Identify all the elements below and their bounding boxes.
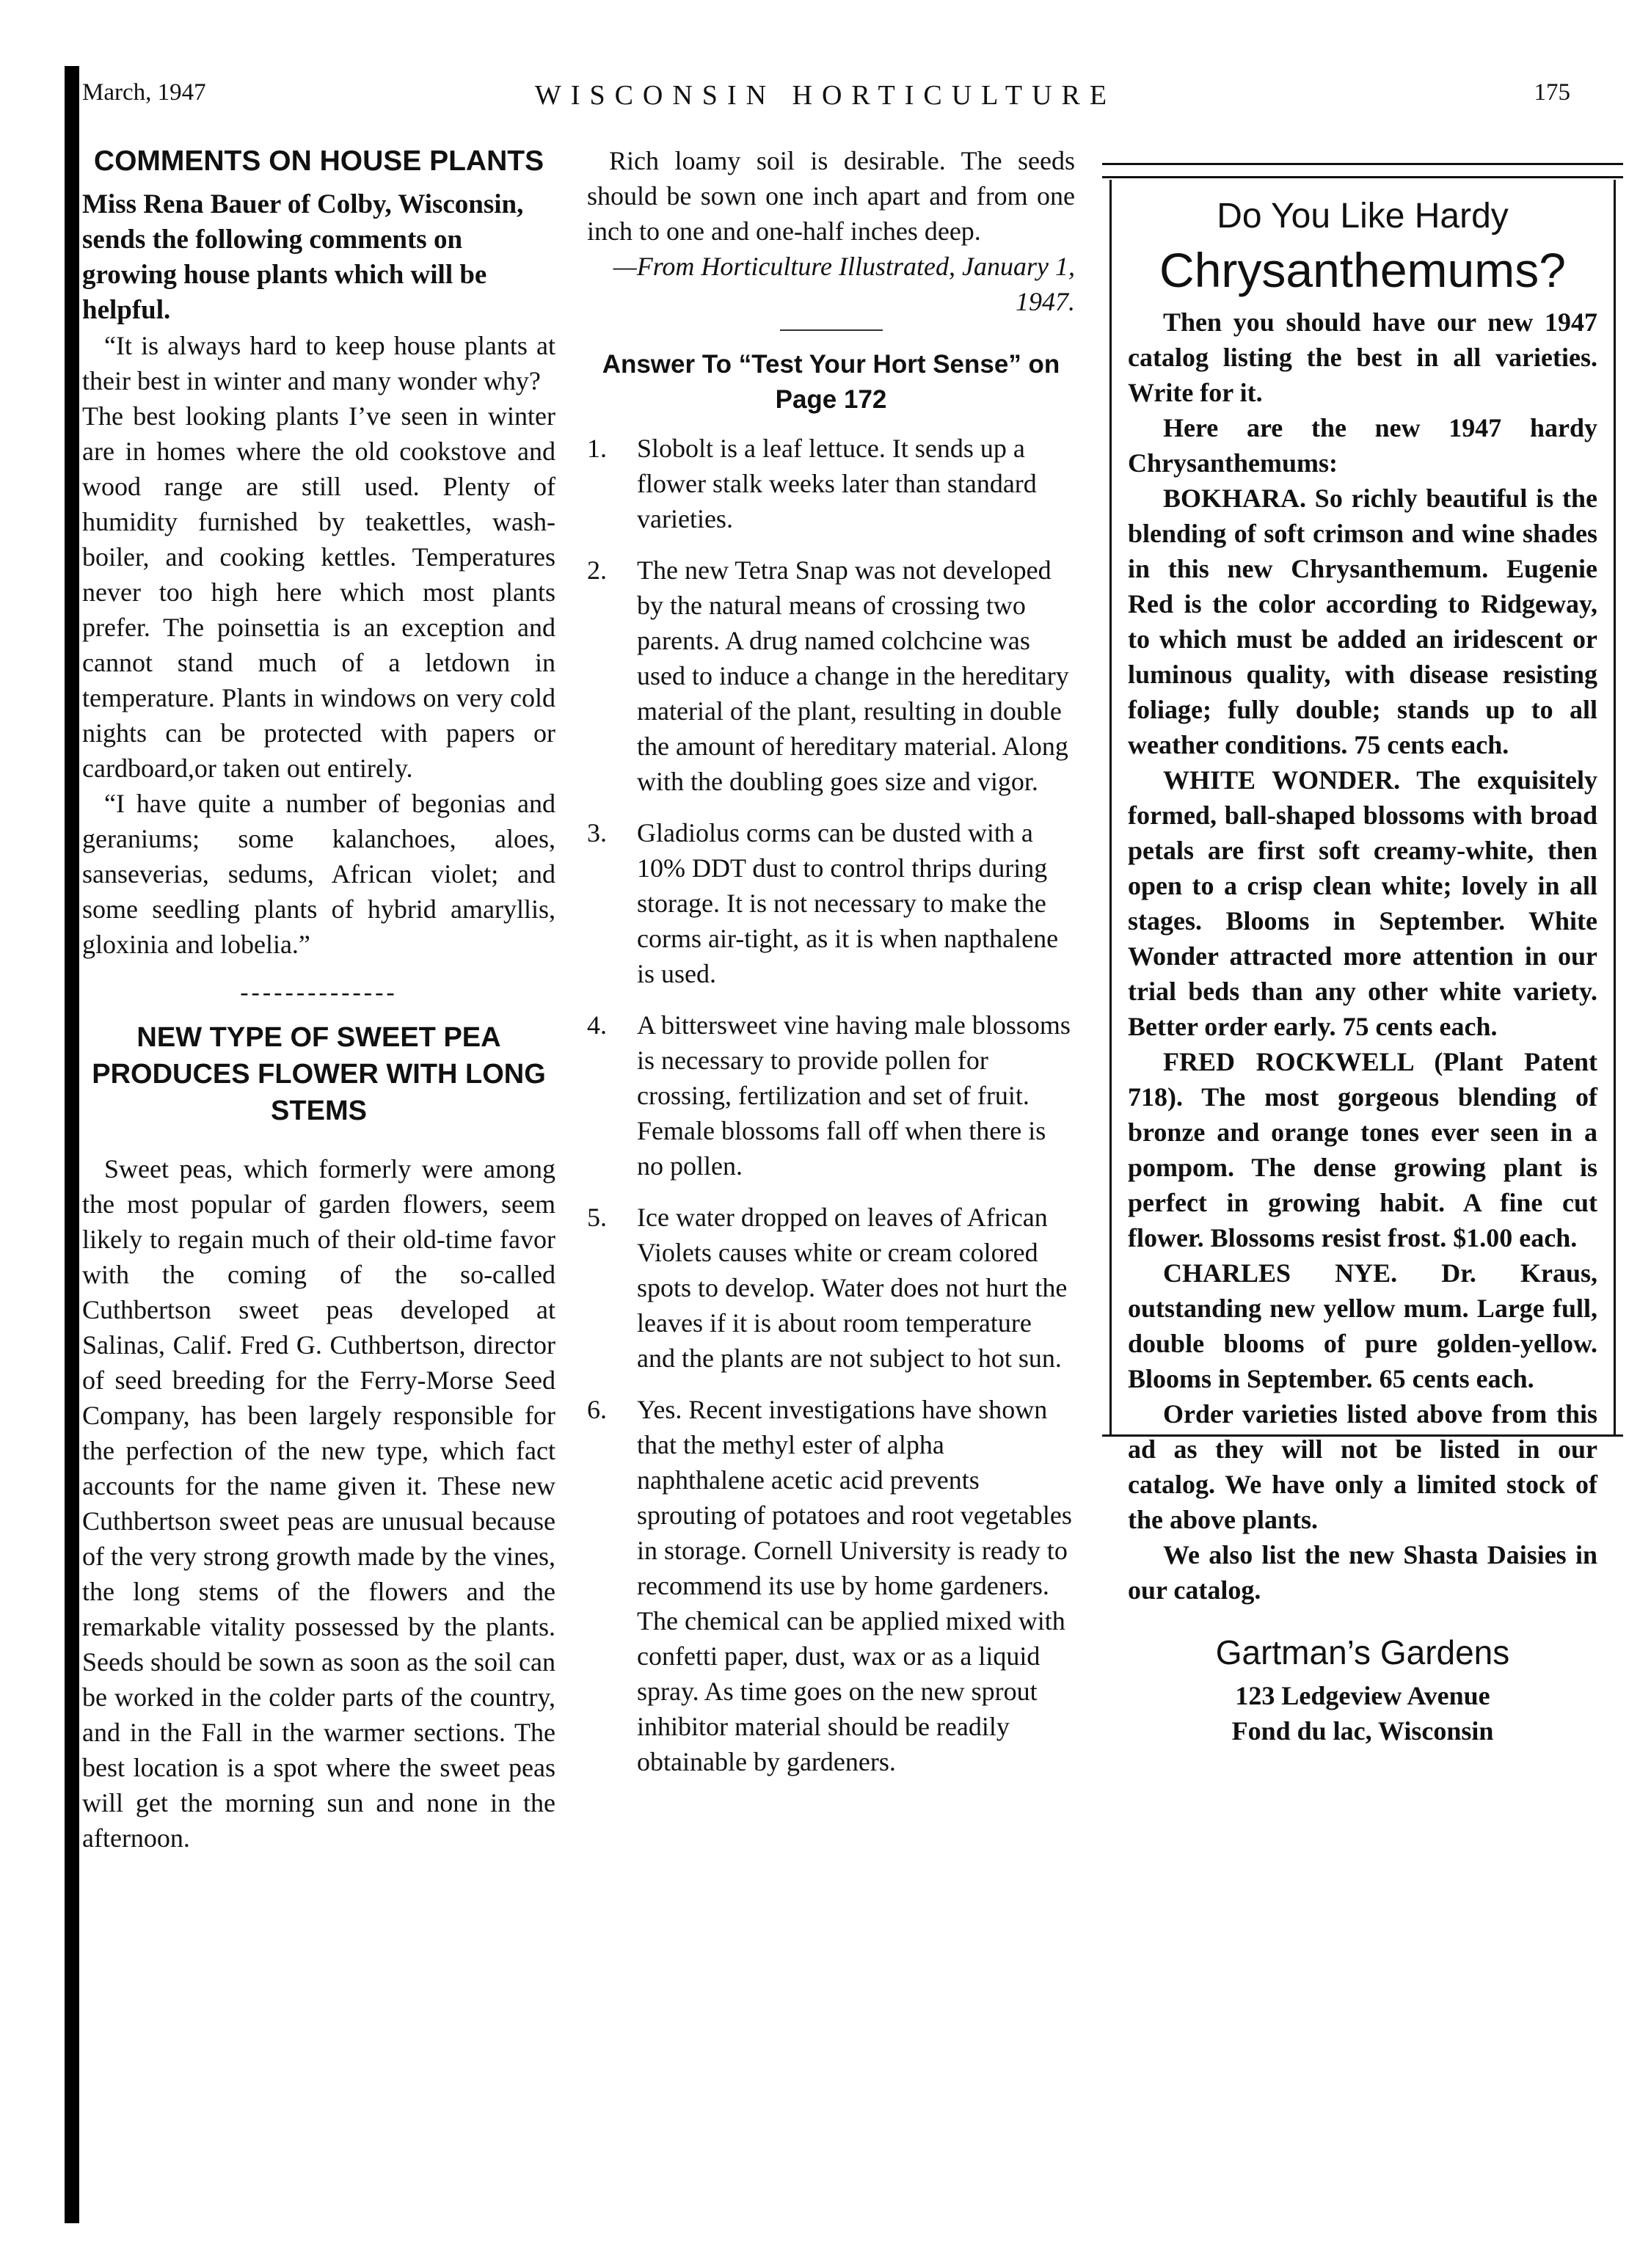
article1-paragraph: The best looking plants I’ve seen in winter are in homes where the old cookstove and wood range are still used. Plenty of humidity furnished by teakettles, wash-boiler, and cooking kettles. Temperatures never too high here which most plants prefer. The poinsettia is an exception and cannot stand much of a letdown in temperature. Plants in windows on very cold nights can be protected with papers or cardboard,or taken out entirely. [82, 401, 555, 783]
answer-item [587, 1200, 1075, 1376]
answer-text: A bittersweet vine having male blossoms is necessary to provide pollen for crossing, fertilization and set of fruit. Female blossoms fall off when there is no pollen. [637, 1010, 1071, 1181]
ad-order-note: Order varieties listed above from this ad as they will not be listed in our catalog. We have only a limited stock of the above plants. [1128, 1399, 1597, 1534]
answer-item [587, 553, 1075, 799]
answer-text: Gladiolus corms can be dusted with a 10% DDT dust to control thrips during storage. It is not necessary to make the corms air-tight, as it is when napthalene is used. [637, 818, 1059, 988]
page-number: 175 [1534, 79, 1570, 106]
ad-variety: WHITE WONDER. The exquisitely formed, ball-shaped blossoms with broad petals are first soft creamy-white, then open to a crisp clean white; lovely in all stages. Blooms in September. White Wonder attracted more attention in our trial beds than any other white variety. Better order early. 75 cents each. [1128, 765, 1597, 1041]
binding-edge [65, 66, 79, 2223]
article2-source: —From Horticulture Illustrated, January 1, 1947. [613, 252, 1075, 316]
issue-date: March, 1947 [82, 79, 206, 106]
ad-headline-large: Chrysanthemums? [1159, 243, 1566, 297]
ad-variety: CHARLES NYE. Dr. Kraus, outstanding new yellow mum. Large full, double blooms of pure golden-yellow. Blooms in September. 65 cents each. [1128, 1258, 1597, 1393]
advertisement-box [1109, 180, 1616, 1746]
article1-intro: Miss Rena Bauer of Colby, Wisconsin, sends the following comments on growing house plants which will be helpful. [82, 189, 524, 325]
column-left [82, 143, 555, 1856]
ad-top-rule [1102, 163, 1623, 165]
answer-text: Yes. Recent investigations have shown that the methyl ester of alpha naphthalene acetic acid prevents sprouting of potatoes and root vegetables in storage. Cornell University is ready to recommend its use by home gardeners. The chemical can be applied mixed with confetti paper, dust, wax or as a liquid spray. As time goes on the new sprout inhibitor material should be readily obtainable by gardeners. [637, 1395, 1072, 1776]
answers-title: Answer To “Test Your Hort Sense” on Page 172 [602, 350, 1060, 414]
article1-paragraph: “I have quite a number of begonias and geraniums; some kalanchoes, aloes, sanseverias, sedums, African violet; and some seedling plants of hybrid amaryllis, gloxinia and lobelia.” [82, 789, 555, 959]
article2-body: Sweet peas, which formerly were among the most popular of garden flowers, seem likely to regain much of their old-time favor with the coming of the so-called Cuthbertson sweet peas developed at Salinas, Calif. Fred G. Cuthbertson, director of seed breeding for the Ferry-Morse Seed Company, has been largely responsible for the perfection of the new type, which fact accounts for the name given it. These new Cuthbertson sweet peas are unusual because of the very strong growth made by the vines, the long stems of the flowers and the remarkable vitality possessed by the plants. Seeds should be sown as soon as the soil can be worked in the colder parts of the country, and in the Fall in the warmer sections. The best location is a spot where the sweet peas will get the morning sun and none in the afternoon. [82, 1154, 555, 1853]
ad-top-rule-inner [1102, 176, 1623, 178]
answer-number: 2. [587, 555, 607, 585]
ad-bottom-rule [1102, 1434, 1623, 1437]
ad-intro: Then you should have our new 1947 catalog listing the best in all varieties. Write for it. [1128, 307, 1597, 407]
article1-title: COMMENTS ON HOUSE PLANTS [93, 145, 544, 177]
ad-address-line: Fond du lac, Wisconsin [1231, 1716, 1494, 1746]
column-middle [587, 143, 1075, 1795]
answer-text: The new Tetra Snap was not developed by the natural means of crossing two parents. A drug named colchcine was used to induce a change in the hereditary material of the plant, resulting in double the amount of hereditary material. Along with the doubling goes size and vigor. [637, 555, 1069, 796]
ad-company-name: Gartman’s Gardens [1215, 1633, 1510, 1671]
answer-number: 3. [587, 818, 607, 847]
answer-number: 4. [587, 1010, 607, 1040]
answer-text: Slobolt is a leaf lettuce. It sends up a flower stalk weeks later than standard varieties. [637, 434, 1037, 533]
ad-shasta-note: We also list the new Shasta Daisies in our catalog. [1128, 1540, 1597, 1605]
answer-item [587, 1007, 1075, 1184]
ad-variety: BOKHARA. So richly beautiful is the blending of soft crimson and wine shades in this new Chrysanthemum. Eugenie Red is the color according to Ridgeway, to which must be added an iridescent or luminous quality, with disease resisting foliage; fully double; stands up to all weather conditions. 75 cents each. [1128, 484, 1597, 759]
article1-paragraph: “It is always hard to keep house plants at their best in winter and many wonder why? [82, 331, 555, 395]
article2-title: NEW TYPE OF SWEET PEA PRODUCES FLOWER WITH LONG STEMS [92, 1022, 546, 1126]
ad-headline: Do You Like Hardy [1217, 197, 1509, 236]
ad-address-line: 123 Ledgeview Avenue [1235, 1681, 1490, 1710]
article2-continuation: Rich loamy soil is desirable. The seeds should be sown one inch apart and from one inch to one and one-half inches deep. [587, 146, 1075, 246]
answer-item [587, 815, 1075, 991]
answer-item [587, 431, 1075, 536]
journal-title: WISCONSIN HORTICULTURE [534, 80, 1117, 111]
ad-new-list: Here are the new 1947 hardy Chrysanthemums: [1128, 413, 1597, 478]
answer-number: 1. [587, 434, 607, 463]
answer-text: Ice water dropped on leaves of African Violets causes white or cream colored spots to develop. Water does not hurt the leaves if it is about room temperature and the plants are not subject to hot sun. [637, 1203, 1068, 1373]
section-separator: -------------- [240, 979, 398, 1006]
answer-number: 5. [587, 1203, 607, 1232]
divider [780, 329, 883, 331]
answers-list [587, 431, 1075, 1779]
answer-number: 6. [587, 1395, 607, 1424]
ad-variety: FRED ROCKWELL (Plant Patent 718). The most gorgeous blending of bronze and orange tones ever seen in a pompom. The dense growing plant is perfect in growing habit. A fine cut flower. Blossoms resist frost. $1.00 each. [1128, 1047, 1597, 1252]
answer-item [587, 1392, 1075, 1779]
